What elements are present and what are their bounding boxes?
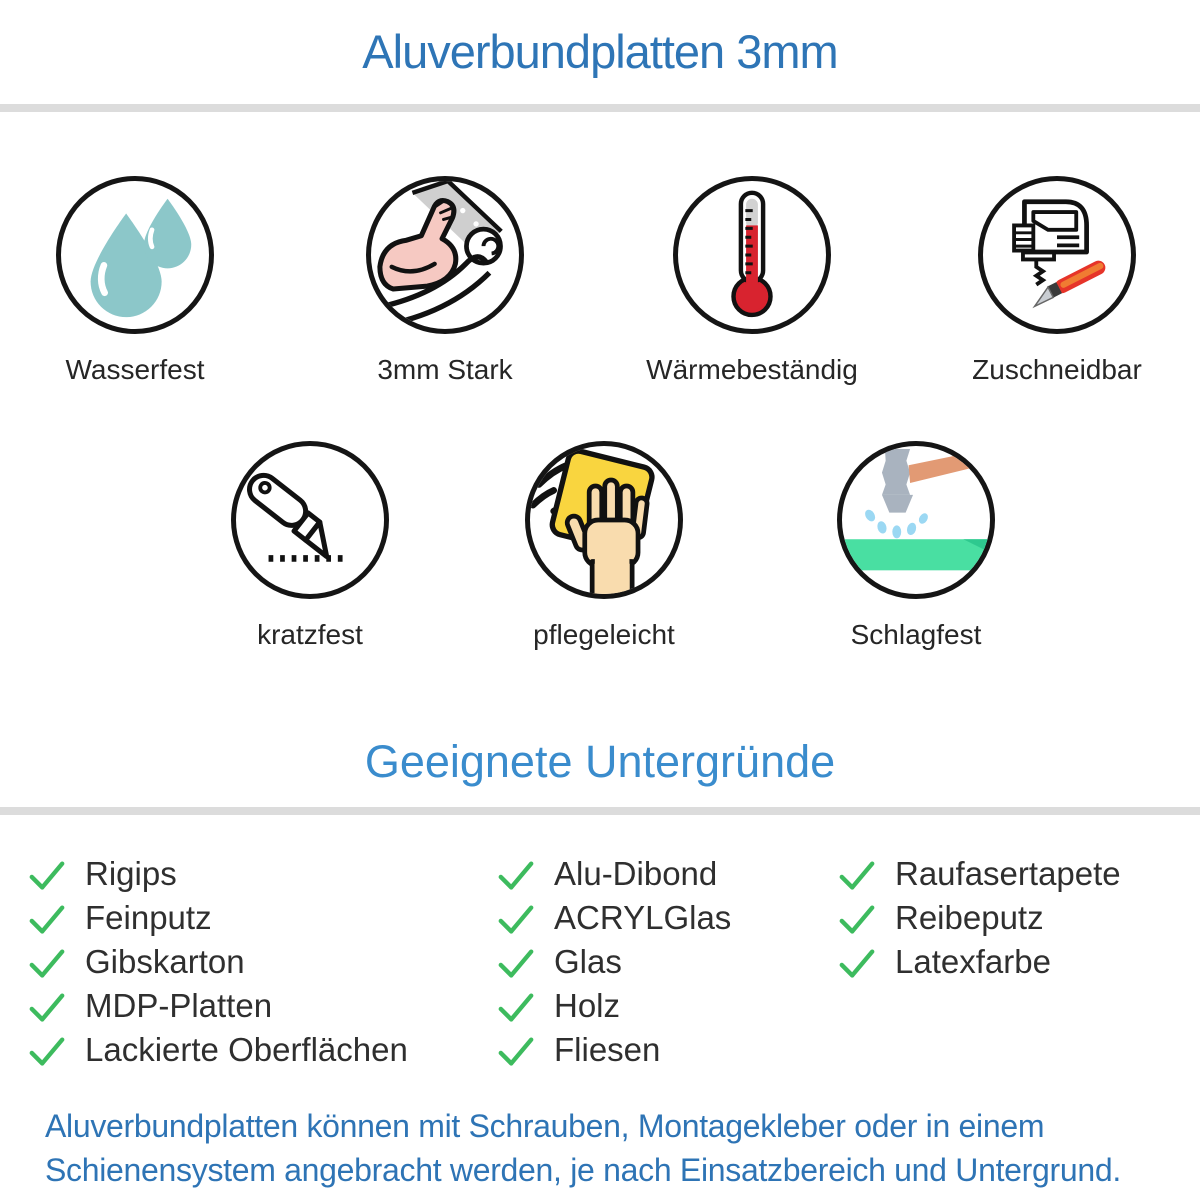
page-title: Aluverbundplatten 3mm [362, 25, 838, 78]
checklist-item [838, 940, 1121, 984]
feature-circle [366, 176, 524, 334]
checklist-column-3 [838, 852, 1121, 984]
thermometer-icon [678, 181, 826, 329]
check-icon [28, 1033, 66, 1071]
checklist-label: Feinputz [85, 899, 212, 936]
check-icon [838, 945, 876, 983]
feature-label: Schlagfest [850, 619, 982, 650]
cleaning-hand-icon [530, 446, 678, 594]
checklist-label: Alu-Dibond [554, 855, 718, 892]
mounting-note-line-1: Aluverbundplatten können mit Schrauben, Montagekleber oder in einem [45, 1108, 1045, 1144]
check-icon [497, 1033, 535, 1071]
checklist-item [28, 1028, 408, 1072]
jigsaw-and-knife-icon [983, 181, 1131, 329]
feature-label: Zuschneidbar [972, 354, 1142, 385]
check-icon [28, 901, 66, 939]
check-icon [28, 857, 66, 895]
feature-label: Wasserfest [65, 354, 205, 385]
checklist-label: MDP-Platten [85, 987, 273, 1024]
checklist-item [838, 852, 1121, 896]
checklist-label: Lackierte Oberflächen [85, 1031, 408, 1068]
feature-label: 3mm Stark [377, 354, 513, 385]
check-icon [28, 989, 66, 1027]
checklist-label: Reibeputz [895, 899, 1044, 936]
checklist-label: Fliesen [554, 1031, 661, 1068]
checklist-label: Gibskarton [85, 943, 245, 980]
check-icon [497, 857, 535, 895]
checklist-column-1 [28, 852, 408, 1072]
substrates-heading: Geeignete Untergründe [364, 736, 836, 787]
check-icon [497, 989, 535, 1027]
water-drops-icon [61, 181, 209, 329]
feature-schlagfest [781, 441, 1051, 651]
feature-kratzfest [175, 441, 445, 651]
checklist-label: Holz [554, 987, 621, 1024]
checklist-item [28, 940, 408, 984]
section-divider-bottom [0, 807, 1200, 815]
check-icon [28, 945, 66, 983]
checklist-item [497, 940, 731, 984]
mounting-note [45, 1104, 1121, 1192]
checklist-label: Latexfarbe [895, 943, 1051, 980]
mounting-note-line-2: Schienensystem angebracht werden, je nach Einsatzbereich und Untergrund. [45, 1152, 1121, 1188]
feature-zuschneidbar [922, 176, 1192, 386]
checklist-item [497, 896, 731, 940]
checklist-column-2 [497, 852, 731, 1072]
feature-3mm-stark [310, 176, 580, 386]
checklist-label: ACRYLGlas [554, 899, 732, 936]
feature-circle [978, 176, 1136, 334]
checklist-item [497, 1028, 731, 1072]
checklist-item [497, 984, 731, 1028]
feature-label: Wärmebeständig [646, 354, 858, 385]
flexed-bicep-panel-icon [371, 181, 519, 329]
checklist-item [28, 896, 408, 940]
feature-pflegeleicht [469, 441, 739, 651]
feature-circle [56, 176, 214, 334]
feature-circle [673, 176, 831, 334]
feature-waermebestaendig [617, 176, 887, 386]
feature-label: kratzfest [257, 619, 363, 650]
checklist-item [838, 896, 1121, 940]
hammer-impact-icon [842, 446, 990, 594]
checklist-item [28, 852, 408, 896]
checklist-label: Raufasertapete [895, 855, 1121, 892]
feature-label: pflegeleicht [533, 619, 675, 650]
check-icon [497, 945, 535, 983]
utility-knife-icon [236, 446, 384, 594]
checklist-item [28, 984, 408, 1028]
check-icon [838, 857, 876, 895]
feature-circle [231, 441, 389, 599]
feature-wasserfest [0, 176, 270, 386]
section-divider-top [0, 104, 1200, 112]
checklist-label: Glas [554, 943, 622, 980]
feature-circle [837, 441, 995, 599]
feature-circle [525, 441, 683, 599]
check-icon [497, 901, 535, 939]
check-icon [838, 901, 876, 939]
checklist-item [497, 852, 731, 896]
checklist-label: Rigips [85, 855, 177, 892]
